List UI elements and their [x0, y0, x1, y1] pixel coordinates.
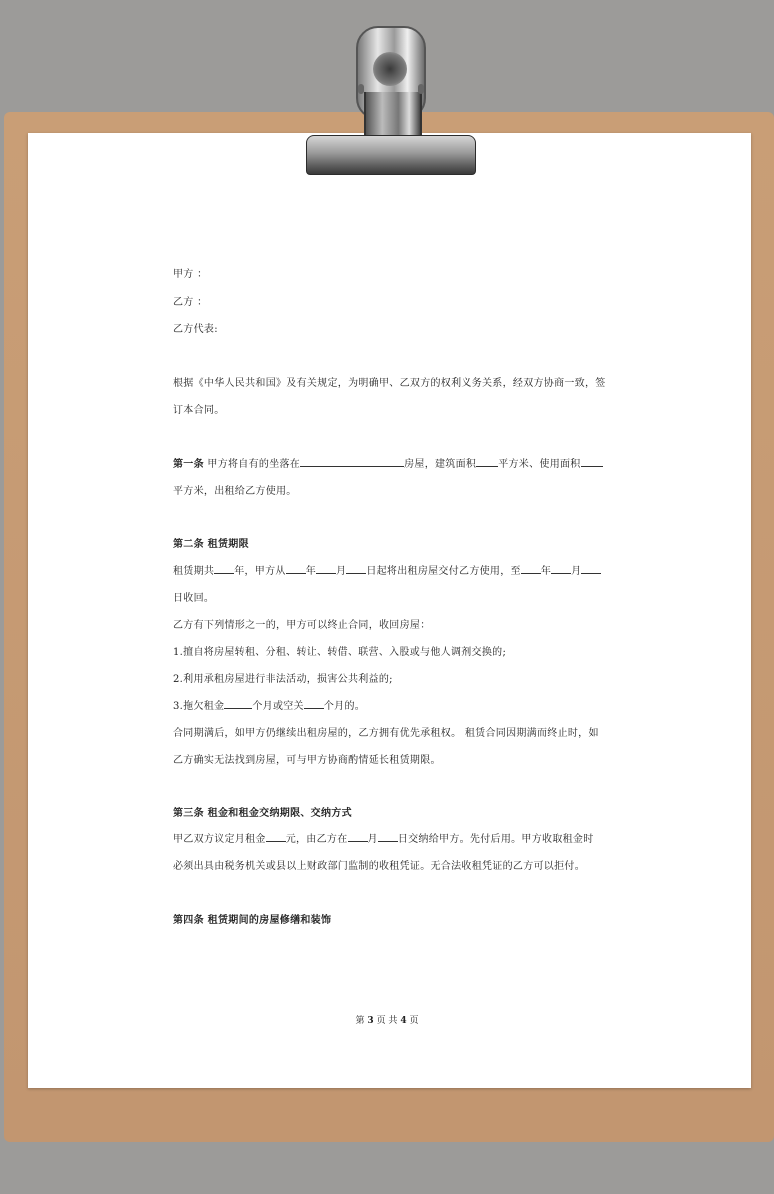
page-footer: [0, 1013, 774, 1026]
article-2-text-f: 年: [540, 566, 552, 577]
party-b-rep-line: 乙方代表:: [173, 324, 218, 335]
article-3-text-a: 甲乙双方议定月租金: [173, 834, 266, 845]
article-2-heading: 第二条 租赁期限: [173, 539, 249, 550]
article-2-text-a: 租赁期共: [173, 566, 215, 577]
article-1-line-2: 平方米，出租给乙方使用。: [173, 486, 297, 497]
blank-field: [551, 564, 571, 574]
party-a-line: 甲方 ：: [173, 269, 208, 280]
blank-field: [521, 564, 541, 574]
blank-field: [266, 832, 286, 842]
article-3-text-b: 元，由乙方在: [285, 834, 348, 845]
item-3-text-a: 3.拖欠租金: [173, 701, 225, 712]
article-2-item-2: 2.利用承租房屋进行非法活动，损害公共利益的;: [173, 674, 393, 685]
blank-field: [300, 457, 404, 467]
article-1-text-b: 房屋，建筑面积: [404, 459, 477, 470]
article-4-heading: 第四条 租赁期间的房屋修缮和装饰: [173, 915, 332, 926]
article-1-line-1: [173, 455, 603, 470]
blank-field: [316, 564, 336, 574]
blank-field: [286, 564, 306, 574]
blank-field: [476, 457, 498, 467]
article-1-heading: 第一条: [173, 459, 204, 470]
footer-total-pages: 4: [400, 1016, 407, 1026]
article-2-line-4: 合同期满后，如甲方仍继续出租房屋的，乙方拥有优先承租权。 租赁合同因期满而终止时，如: [173, 728, 599, 739]
article-2-text-e: 日起将出租房屋交付乙方使用，至: [366, 566, 521, 577]
preamble-line-2: 订本合同。: [173, 405, 225, 416]
article-2-line-3: 乙方有下列情形之一的，甲方可以终止合同，收回房屋：: [173, 620, 431, 631]
footer-pre: 第: [355, 1016, 365, 1026]
article-2-text-b: 年，甲方从: [234, 566, 286, 577]
article-2-line-2: 日收回。: [173, 593, 215, 604]
article-2-line-1: [173, 562, 601, 577]
footer-post: 页: [409, 1016, 419, 1026]
item-3-text-b: 个月或空关: [252, 701, 304, 712]
item-3-text-c: 个月的。: [323, 701, 366, 712]
article-2-item-1: 1.擅自将房屋转租、分租、转让、转借、联营、入股或与他人调剂交换的;: [173, 647, 507, 658]
article-1-text-c: 平方米、使用面积: [498, 459, 581, 470]
blank-field: [214, 564, 234, 574]
article-2-text-c: 年: [305, 566, 317, 577]
article-2-line-5: 乙方确实无法找到房屋，可与甲方协商酌情延长租赁期限。: [173, 755, 441, 766]
party-b-line: 乙方 ：: [173, 297, 208, 308]
blank-field: [581, 457, 603, 467]
article-3-text-d: 日交纳给甲方。先付后用。甲方收取租金时: [397, 834, 594, 845]
article-1-text-a: 甲方将自有的坐落在: [207, 459, 301, 470]
blank-field: [304, 699, 324, 709]
blank-field: [224, 699, 252, 709]
footer-mid: 页 共: [376, 1016, 398, 1026]
article-3-heading: 第三条 租金和租金交纳期限、交纳方式: [173, 808, 352, 819]
footer-page-number: 3: [367, 1016, 374, 1026]
article-2-item-3: [173, 697, 365, 712]
blank-field: [346, 564, 366, 574]
article-3-line-1: [173, 830, 594, 845]
preamble-line-1: 根据《中华人民共和国》及有关规定，为明确甲、乙双方的权利义务关系，经双方协商一致，签: [173, 378, 606, 389]
blank-field: [378, 832, 398, 842]
article-3-text-c: 月: [367, 834, 378, 845]
article-3-line-2: 必须出具由税务机关或县以上财政部门监制的收租凭证。无合法收租凭证的乙方可以拒付。: [173, 861, 585, 872]
article-2-text-d: 月: [336, 566, 347, 577]
blank-field: [348, 832, 368, 842]
article-2-text-g: 月: [571, 566, 582, 577]
blank-field: [581, 564, 601, 574]
